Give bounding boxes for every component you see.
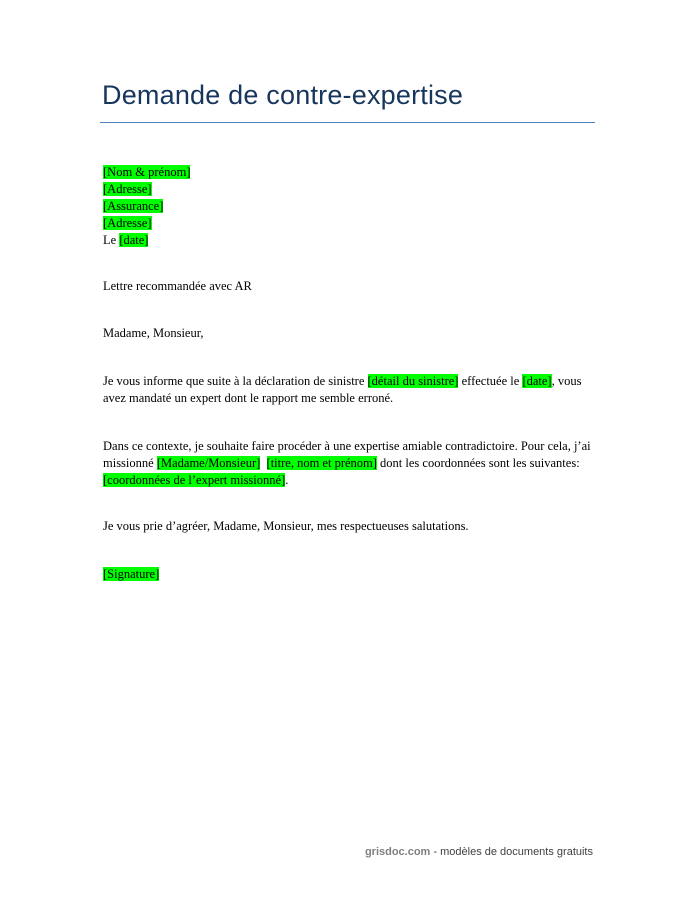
sender-block <box>103 164 190 249</box>
expert-contact-placeholder: [coordonnées de l’expert missionné] <box>103 473 286 487</box>
claim-date-placeholder: [date] <box>522 374 552 388</box>
date-placeholder: [date] <box>119 233 149 247</box>
insurer-address-line <box>103 215 190 232</box>
signature-placeholder: [Signature] <box>103 567 160 581</box>
sender-name-placeholder: [Nom & prénom] <box>103 165 191 179</box>
civility-placeholder: [Madame/Monsieur] <box>156 456 261 470</box>
expert-name-placeholder: [titre, nom et prénom] <box>266 456 377 470</box>
date-line <box>103 232 190 249</box>
paragraph-claim-text-3: , vous avez mandaté un expert dont le rapport me semble erroné. <box>103 374 582 405</box>
sender-name-line <box>103 164 190 181</box>
paragraph-expert <box>103 438 593 489</box>
date-prefix: Le <box>103 233 117 247</box>
sender-address-line <box>103 181 190 198</box>
closing-formula: Je vous prie d’agréer, Madame, Monsieur, mes respectueuses salutations. <box>103 519 469 533</box>
insurer-address-placeholder: [Adresse] <box>103 216 152 230</box>
paragraph-expert-text-3: . <box>285 473 289 487</box>
footer-tagline: - modèles de documents gratuits <box>433 846 593 858</box>
footer-brand-link[interactable]: grisdoc.com <box>364 846 431 858</box>
paragraph-claim-text-2: effectuée le <box>461 374 520 388</box>
paragraph-expert-text-1: Dans ce contexte, je souhaite faire procéder à une expertise amiable contradictoire. Pour cela, j’ai missionné <box>103 439 591 470</box>
insurer-line <box>103 198 190 215</box>
insurer-placeholder: [Assurance] <box>103 199 164 213</box>
sender-address-placeholder: [Adresse] <box>103 182 152 196</box>
title-underline <box>100 122 595 123</box>
claim-detail-placeholder: [détail du sinistre] <box>367 374 459 388</box>
page-footer <box>365 846 593 858</box>
signature-line <box>103 566 159 583</box>
paragraph-claim-text-1: Je vous informe que suite à la déclaration de sinistre <box>103 374 365 388</box>
page-title: Demande de contre-expertise <box>102 80 464 110</box>
paragraph-claim <box>103 373 593 407</box>
salutation: Madame, Monsieur, <box>103 326 204 340</box>
paragraph-expert-text-2: dont les coordonnées sont les suivantes: <box>380 456 580 470</box>
mail-type: Lettre recommandée avec AR <box>103 279 252 293</box>
